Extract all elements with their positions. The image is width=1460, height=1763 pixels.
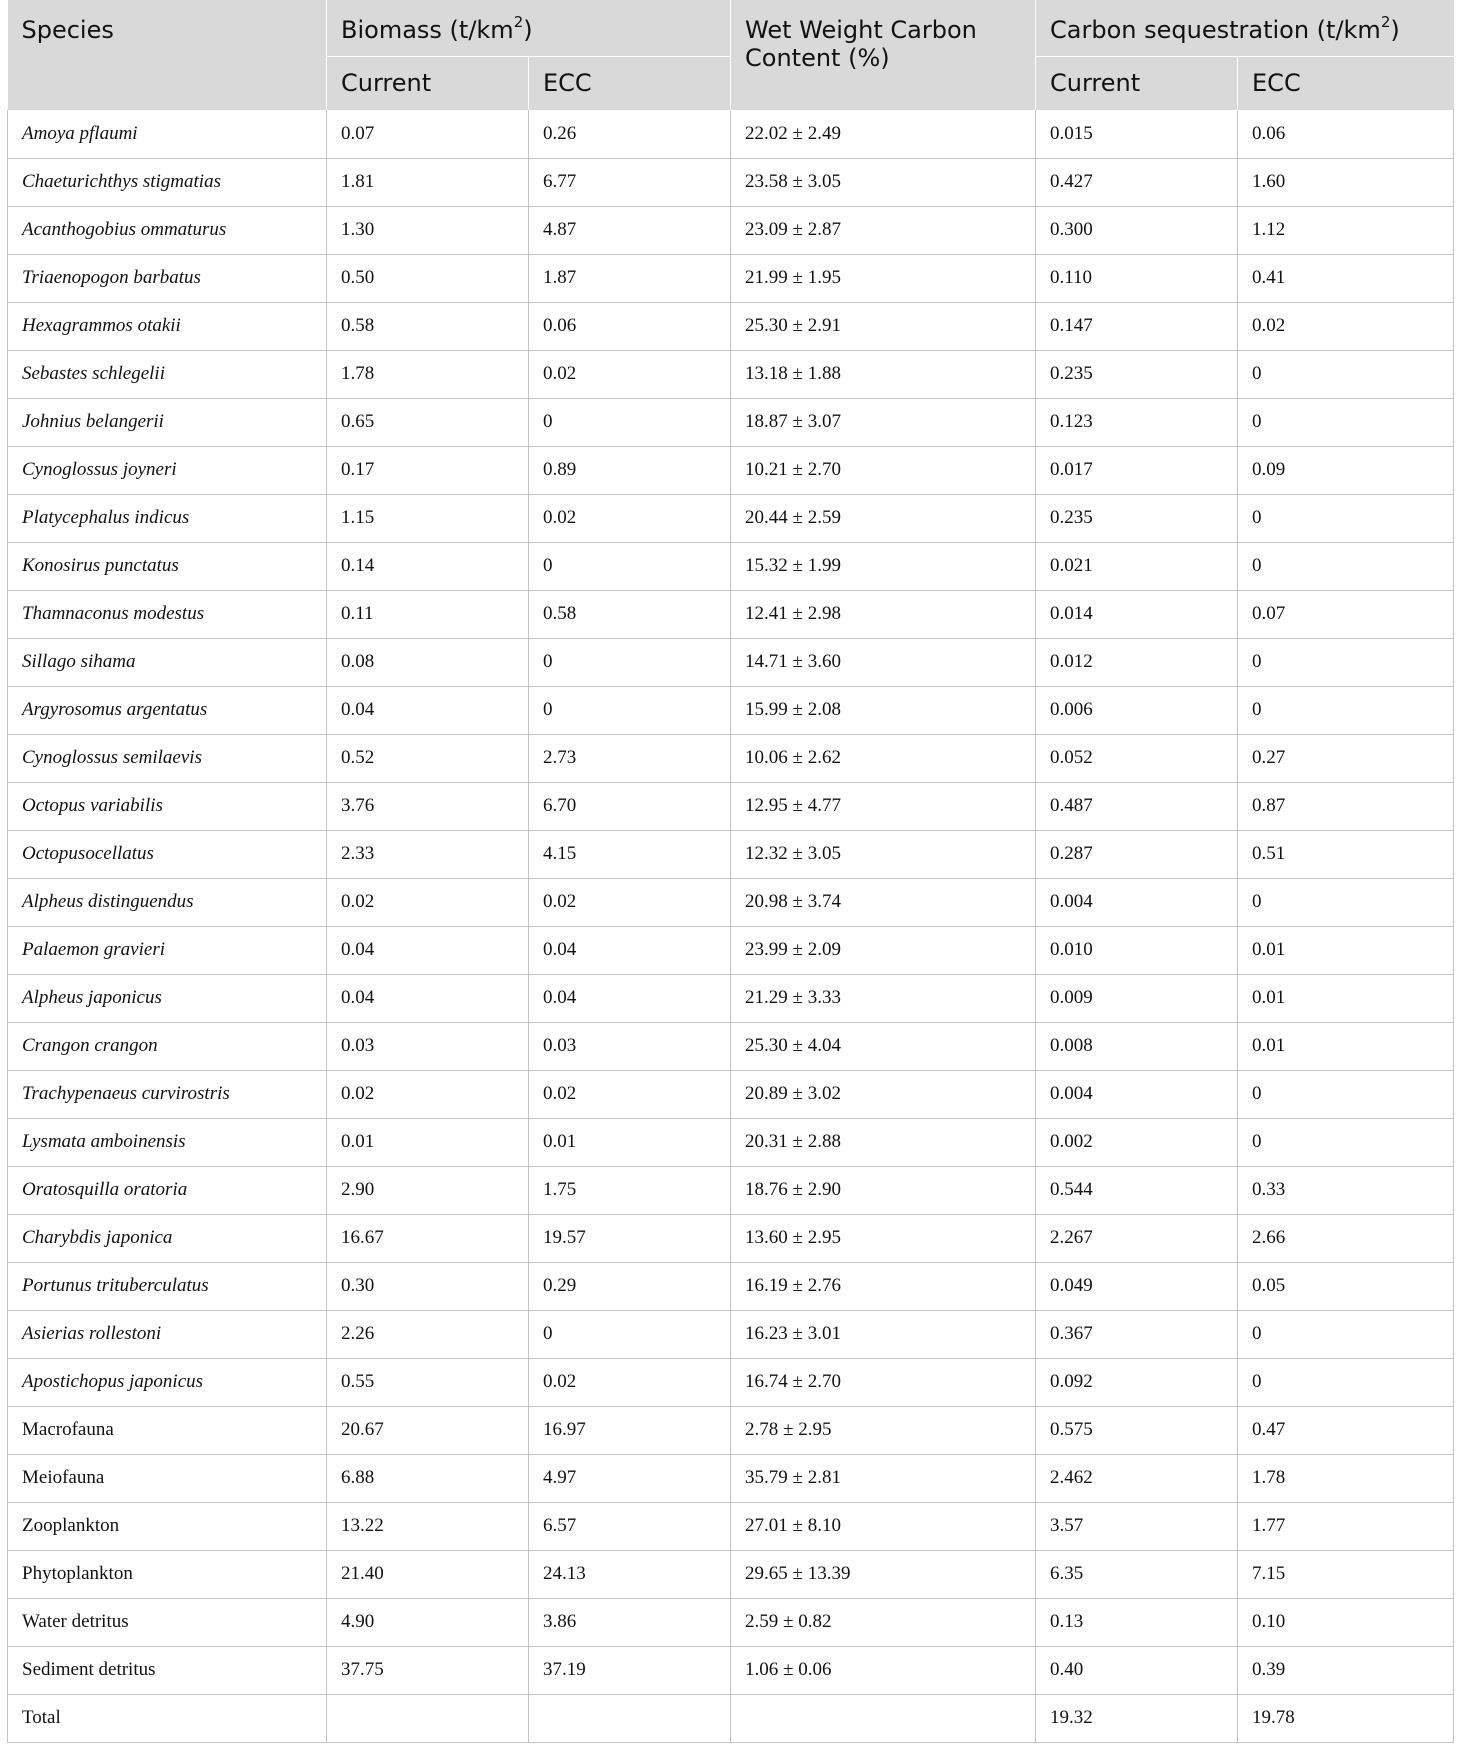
- cell-biomass-current: 37.75: [327, 1646, 529, 1694]
- cell-biomass-current: 0.11: [327, 590, 529, 638]
- cell-wwcc: 12.41 ± 2.98: [731, 590, 1036, 638]
- cell-species: Octopusocellatus: [8, 830, 327, 878]
- cell-carbon-current: 0.544: [1036, 1166, 1238, 1214]
- cell-wwcc: 16.74 ± 2.70: [731, 1358, 1036, 1406]
- cell-biomass-ecc: [529, 1694, 731, 1742]
- cell-carbon-ecc: 0: [1238, 638, 1454, 686]
- header-carbon-sup: 2: [1380, 13, 1391, 31]
- table-row: [8, 782, 1454, 830]
- table-header: [8, 0, 1454, 110]
- cell-carbon-current: 0.487: [1036, 782, 1238, 830]
- cell-carbon-ecc: 0.07: [1238, 590, 1454, 638]
- cell-biomass-ecc: 0.06: [529, 302, 731, 350]
- cell-wwcc: 2.59 ± 0.82: [731, 1598, 1036, 1646]
- table-row: [8, 590, 1454, 638]
- cell-biomass-current: 2.26: [327, 1310, 529, 1358]
- header-biomass-text: Biomass (t/km: [341, 16, 514, 44]
- cell-carbon-ecc: 7.15: [1238, 1550, 1454, 1598]
- cell-wwcc: 12.32 ± 3.05: [731, 830, 1036, 878]
- cell-wwcc: 23.99 ± 2.09: [731, 926, 1036, 974]
- cell-biomass-current: 0.08: [327, 638, 529, 686]
- cell-wwcc: 27.01 ± 8.10: [731, 1502, 1036, 1550]
- data-table-container: [7, 0, 1453, 1743]
- cell-carbon-ecc: 1.12: [1238, 206, 1454, 254]
- cell-wwcc: 20.89 ± 3.02: [731, 1070, 1036, 1118]
- cell-carbon-current: 0.049: [1036, 1262, 1238, 1310]
- cell-biomass-current: [327, 1694, 529, 1742]
- cell-biomass-current: 0.14: [327, 542, 529, 590]
- cell-species: Chaeturichthys stigmatias: [8, 158, 327, 206]
- cell-species: Oratosquilla oratoria: [8, 1166, 327, 1214]
- cell-carbon-ecc: 2.66: [1238, 1214, 1454, 1262]
- cell-carbon-ecc: 19.78: [1238, 1694, 1454, 1742]
- cell-species: Water detritus: [8, 1598, 327, 1646]
- cell-carbon-ecc: 0.01: [1238, 926, 1454, 974]
- cell-wwcc: 18.87 ± 3.07: [731, 398, 1036, 446]
- cell-carbon-current: 0.004: [1036, 1070, 1238, 1118]
- header-wwcc-text: Wet Weight Carbon Content (%): [745, 16, 977, 72]
- cell-carbon-current: 0.427: [1036, 158, 1238, 206]
- header-carbon-text: Carbon sequestration (t/km: [1050, 16, 1381, 44]
- cell-wwcc: 22.02 ± 2.49: [731, 110, 1036, 158]
- cell-biomass-current: 13.22: [327, 1502, 529, 1550]
- cell-biomass-current: 6.88: [327, 1454, 529, 1502]
- cell-wwcc: 12.95 ± 4.77: [731, 782, 1036, 830]
- cell-species: Phytoplankton: [8, 1550, 327, 1598]
- cell-biomass-current: 0.55: [327, 1358, 529, 1406]
- cell-biomass-ecc: 24.13: [529, 1550, 731, 1598]
- table-row: [8, 494, 1454, 542]
- table-row: [8, 1454, 1454, 1502]
- table-row: [8, 1262, 1454, 1310]
- table-row: [8, 254, 1454, 302]
- cell-biomass-ecc: 0.02: [529, 878, 731, 926]
- cell-species: Cynoglossus semilaevis: [8, 734, 327, 782]
- table-row: [8, 1166, 1454, 1214]
- cell-carbon-ecc: 1.78: [1238, 1454, 1454, 1502]
- table-row: [8, 446, 1454, 494]
- cell-biomass-ecc: 0: [529, 638, 731, 686]
- cell-wwcc: 16.19 ± 2.76: [731, 1262, 1036, 1310]
- cell-biomass-current: 4.90: [327, 1598, 529, 1646]
- cell-species: Sediment detritus: [8, 1646, 327, 1694]
- cell-wwcc: 20.31 ± 2.88: [731, 1118, 1036, 1166]
- table-row: [8, 350, 1454, 398]
- cell-biomass-ecc: 2.73: [529, 734, 731, 782]
- cell-species: Macrofauna: [8, 1406, 327, 1454]
- cell-species: Argyrosomus argentatus: [8, 686, 327, 734]
- cell-carbon-ecc: 0.10: [1238, 1598, 1454, 1646]
- cell-carbon-current: 0.010: [1036, 926, 1238, 974]
- cell-biomass-ecc: 0.01: [529, 1118, 731, 1166]
- cell-biomass-ecc: 19.57: [529, 1214, 731, 1262]
- cell-biomass-ecc: 0.02: [529, 1358, 731, 1406]
- cell-species: Triaenopogon barbatus: [8, 254, 327, 302]
- cell-carbon-current: 19.32: [1036, 1694, 1238, 1742]
- cell-carbon-current: 0.123: [1036, 398, 1238, 446]
- cell-biomass-ecc: 0: [529, 686, 731, 734]
- cell-carbon-current: 0.012: [1036, 638, 1238, 686]
- table-row: [8, 734, 1454, 782]
- cell-carbon-ecc: 0.51: [1238, 830, 1454, 878]
- cell-biomass-ecc: 0.29: [529, 1262, 731, 1310]
- cell-wwcc: 18.76 ± 2.90: [731, 1166, 1036, 1214]
- cell-carbon-current: 0.367: [1036, 1310, 1238, 1358]
- table-row: [8, 1214, 1454, 1262]
- cell-biomass-ecc: 0: [529, 1310, 731, 1358]
- cell-carbon-ecc: 0.33: [1238, 1166, 1454, 1214]
- cell-carbon-current: 0.014: [1036, 590, 1238, 638]
- cell-biomass-current: 0.04: [327, 926, 529, 974]
- cell-biomass-current: 16.67: [327, 1214, 529, 1262]
- table-row: [8, 1310, 1454, 1358]
- table-row: [8, 1598, 1454, 1646]
- cell-carbon-current: 0.300: [1036, 206, 1238, 254]
- cell-wwcc: 29.65 ± 13.39: [731, 1550, 1036, 1598]
- cell-species: Amoya pflaumi: [8, 110, 327, 158]
- cell-wwcc: 14.71 ± 3.60: [731, 638, 1036, 686]
- cell-biomass-current: 1.15: [327, 494, 529, 542]
- cell-carbon-ecc: 0.02: [1238, 302, 1454, 350]
- header-row-1: [8, 0, 1454, 56]
- cell-species: Lysmata amboinensis: [8, 1118, 327, 1166]
- cell-carbon-ecc: 0: [1238, 686, 1454, 734]
- cell-biomass-current: 0.01: [327, 1118, 529, 1166]
- cell-biomass-current: 1.30: [327, 206, 529, 254]
- cell-carbon-ecc: 0: [1238, 1358, 1454, 1406]
- cell-wwcc: 23.58 ± 3.05: [731, 158, 1036, 206]
- cell-wwcc: 25.30 ± 2.91: [731, 302, 1036, 350]
- cell-biomass-ecc: 0.03: [529, 1022, 731, 1070]
- cell-carbon-ecc: 0.41: [1238, 254, 1454, 302]
- header-carbon-close: ): [1390, 16, 1400, 44]
- cell-biomass-current: 0.30: [327, 1262, 529, 1310]
- header-wwcc: [731, 0, 1036, 110]
- header-biomass-ecc: ECC: [529, 56, 731, 110]
- cell-carbon-current: 2.462: [1036, 1454, 1238, 1502]
- table-row: [8, 1070, 1454, 1118]
- cell-biomass-ecc: 6.77: [529, 158, 731, 206]
- table-row: [8, 1118, 1454, 1166]
- cell-carbon-current: 0.004: [1036, 878, 1238, 926]
- table-row: [8, 398, 1454, 446]
- cell-carbon-ecc: 0.39: [1238, 1646, 1454, 1694]
- table-row: [8, 686, 1454, 734]
- cell-biomass-current: 20.67: [327, 1406, 529, 1454]
- cell-carbon-current: 0.40: [1036, 1646, 1238, 1694]
- cell-carbon-ecc: 0: [1238, 398, 1454, 446]
- cell-wwcc: 10.06 ± 2.62: [731, 734, 1036, 782]
- table-row: [8, 830, 1454, 878]
- cell-species: Total: [8, 1694, 327, 1742]
- cell-wwcc: 21.29 ± 3.33: [731, 974, 1036, 1022]
- cell-species: Konosirus punctatus: [8, 542, 327, 590]
- cell-carbon-current: 0.009: [1036, 974, 1238, 1022]
- header-biomass-current: Current: [327, 56, 529, 110]
- cell-carbon-current: 0.110: [1036, 254, 1238, 302]
- cell-biomass-ecc: 4.97: [529, 1454, 731, 1502]
- cell-wwcc: 15.99 ± 2.08: [731, 686, 1036, 734]
- cell-biomass-ecc: 3.86: [529, 1598, 731, 1646]
- cell-species: Crangon crangon: [8, 1022, 327, 1070]
- table-row: [8, 638, 1454, 686]
- cell-biomass-ecc: 4.87: [529, 206, 731, 254]
- cell-biomass-ecc: 0.02: [529, 350, 731, 398]
- cell-species: Cynoglossus joyneri: [8, 446, 327, 494]
- cell-biomass-current: 1.78: [327, 350, 529, 398]
- cell-biomass-ecc: 0.02: [529, 1070, 731, 1118]
- table-row: [8, 1358, 1454, 1406]
- cell-species: Palaemon gravieri: [8, 926, 327, 974]
- header-species-text: Species: [21, 16, 114, 44]
- total-row: [8, 1694, 1454, 1742]
- table-row: [8, 158, 1454, 206]
- header-biomass-sup: 2: [513, 13, 524, 31]
- cell-biomass-ecc: 6.57: [529, 1502, 731, 1550]
- cell-carbon-current: 6.35: [1036, 1550, 1238, 1598]
- cell-biomass-current: 1.81: [327, 158, 529, 206]
- cell-biomass-ecc: 6.70: [529, 782, 731, 830]
- cell-wwcc: 21.99 ± 1.95: [731, 254, 1036, 302]
- cell-carbon-current: 0.235: [1036, 350, 1238, 398]
- cell-carbon-current: 0.052: [1036, 734, 1238, 782]
- cell-carbon-ecc: 0: [1238, 350, 1454, 398]
- cell-wwcc: 25.30 ± 4.04: [731, 1022, 1036, 1070]
- cell-species: Zooplankton: [8, 1502, 327, 1550]
- cell-species: Sebastes schlegelii: [8, 350, 327, 398]
- cell-biomass-ecc: 0.26: [529, 110, 731, 158]
- header-carbon-current: Current: [1036, 56, 1238, 110]
- cell-carbon-ecc: 0: [1238, 1310, 1454, 1358]
- cell-carbon-ecc: 1.60: [1238, 158, 1454, 206]
- cell-carbon-current: 0.575: [1036, 1406, 1238, 1454]
- cell-biomass-ecc: 0.04: [529, 926, 731, 974]
- cell-carbon-current: 0.008: [1036, 1022, 1238, 1070]
- cell-carbon-current: 0.002: [1036, 1118, 1238, 1166]
- cell-species: Meiofauna: [8, 1454, 327, 1502]
- header-species: [8, 0, 327, 110]
- cell-carbon-ecc: 0: [1238, 1118, 1454, 1166]
- cell-carbon-current: 0.092: [1036, 1358, 1238, 1406]
- carbon-sequestration-table: [7, 0, 1454, 1743]
- cell-wwcc: [731, 1694, 1036, 1742]
- cell-biomass-current: 0.02: [327, 878, 529, 926]
- table-row: [8, 926, 1454, 974]
- table-row: [8, 974, 1454, 1022]
- cell-biomass-ecc: 0: [529, 542, 731, 590]
- cell-carbon-current: 0.235: [1036, 494, 1238, 542]
- cell-biomass-current: 0.07: [327, 110, 529, 158]
- table-row: [8, 206, 1454, 254]
- cell-biomass-current: 0.65: [327, 398, 529, 446]
- cell-species: Charybdis japonica: [8, 1214, 327, 1262]
- cell-species: Acanthogobius ommaturus: [8, 206, 327, 254]
- cell-wwcc: 20.44 ± 2.59: [731, 494, 1036, 542]
- cell-biomass-ecc: 37.19: [529, 1646, 731, 1694]
- cell-biomass-current: 0.04: [327, 686, 529, 734]
- header-carbon-ecc: ECC: [1238, 56, 1454, 110]
- cell-wwcc: 15.32 ± 1.99: [731, 542, 1036, 590]
- cell-biomass-ecc: 1.75: [529, 1166, 731, 1214]
- cell-biomass-current: 0.58: [327, 302, 529, 350]
- table-row: [8, 110, 1454, 158]
- cell-carbon-ecc: 0.47: [1238, 1406, 1454, 1454]
- cell-carbon-ecc: 0.06: [1238, 110, 1454, 158]
- cell-biomass-ecc: 0: [529, 398, 731, 446]
- cell-biomass-current: 2.33: [327, 830, 529, 878]
- cell-biomass-current: 3.76: [327, 782, 529, 830]
- cell-species: Alpheus japonicus: [8, 974, 327, 1022]
- table-row: [8, 542, 1454, 590]
- cell-biomass-ecc: 4.15: [529, 830, 731, 878]
- cell-species: Portunus trituberculatus: [8, 1262, 327, 1310]
- cell-carbon-ecc: 0.27: [1238, 734, 1454, 782]
- cell-wwcc: 1.06 ± 0.06: [731, 1646, 1036, 1694]
- cell-biomass-ecc: 16.97: [529, 1406, 731, 1454]
- cell-carbon-current: 0.147: [1036, 302, 1238, 350]
- table-row: [8, 302, 1454, 350]
- cell-species: Apostichopus japonicus: [8, 1358, 327, 1406]
- cell-biomass-current: 0.17: [327, 446, 529, 494]
- cell-wwcc: 23.09 ± 2.87: [731, 206, 1036, 254]
- cell-species: Johnius belangerii: [8, 398, 327, 446]
- cell-species: Thamnaconus modestus: [8, 590, 327, 638]
- cell-carbon-current: 0.017: [1036, 446, 1238, 494]
- cell-carbon-current: 0.021: [1036, 542, 1238, 590]
- cell-wwcc: 13.60 ± 2.95: [731, 1214, 1036, 1262]
- header-biomass: [327, 0, 731, 56]
- cell-biomass-current: 0.02: [327, 1070, 529, 1118]
- cell-wwcc: 16.23 ± 3.01: [731, 1310, 1036, 1358]
- cell-species: Trachypenaeus curvirostris: [8, 1070, 327, 1118]
- cell-wwcc: 2.78 ± 2.95: [731, 1406, 1036, 1454]
- cell-carbon-current: 0.13: [1036, 1598, 1238, 1646]
- cell-biomass-current: 0.04: [327, 974, 529, 1022]
- cell-carbon-ecc: 0.09: [1238, 446, 1454, 494]
- cell-carbon-ecc: 0: [1238, 1070, 1454, 1118]
- cell-species: Sillago sihama: [8, 638, 327, 686]
- cell-carbon-ecc: 1.77: [1238, 1502, 1454, 1550]
- table-row: [8, 1022, 1454, 1070]
- cell-carbon-ecc: 0: [1238, 494, 1454, 542]
- cell-biomass-ecc: 0.58: [529, 590, 731, 638]
- header-carbon: [1036, 0, 1454, 56]
- cell-biomass-ecc: 0.04: [529, 974, 731, 1022]
- cell-species: Platycephalus indicus: [8, 494, 327, 542]
- cell-species: Asierias rollestoni: [8, 1310, 327, 1358]
- table-row: [8, 1550, 1454, 1598]
- cell-species: Octopus variabilis: [8, 782, 327, 830]
- cell-carbon-ecc: 0.87: [1238, 782, 1454, 830]
- cell-carbon-ecc: 0: [1238, 878, 1454, 926]
- cell-species: Hexagrammos otakii: [8, 302, 327, 350]
- cell-carbon-current: 0.015: [1036, 110, 1238, 158]
- cell-carbon-current: 3.57: [1036, 1502, 1238, 1550]
- cell-wwcc: 35.79 ± 2.81: [731, 1454, 1036, 1502]
- cell-carbon-current: 2.267: [1036, 1214, 1238, 1262]
- cell-carbon-current: 0.287: [1036, 830, 1238, 878]
- cell-carbon-ecc: 0.01: [1238, 974, 1454, 1022]
- cell-carbon-ecc: 0.05: [1238, 1262, 1454, 1310]
- cell-biomass-ecc: 0.02: [529, 494, 731, 542]
- table-row: [8, 1646, 1454, 1694]
- cell-carbon-ecc: 0: [1238, 542, 1454, 590]
- cell-biomass-current: 2.90: [327, 1166, 529, 1214]
- cell-biomass-current: 0.52: [327, 734, 529, 782]
- cell-carbon-ecc: 0.01: [1238, 1022, 1454, 1070]
- cell-carbon-current: 0.006: [1036, 686, 1238, 734]
- table-body: [8, 110, 1454, 1742]
- cell-biomass-current: 0.03: [327, 1022, 529, 1070]
- table-row: [8, 1406, 1454, 1454]
- table-row: [8, 1502, 1454, 1550]
- cell-wwcc: 10.21 ± 2.70: [731, 446, 1036, 494]
- cell-wwcc: 20.98 ± 3.74: [731, 878, 1036, 926]
- header-biomass-close: ): [523, 16, 533, 44]
- cell-biomass-current: 0.50: [327, 254, 529, 302]
- cell-biomass-ecc: 0.89: [529, 446, 731, 494]
- cell-species: Alpheus distinguendus: [8, 878, 327, 926]
- cell-biomass-ecc: 1.87: [529, 254, 731, 302]
- cell-wwcc: 13.18 ± 1.88: [731, 350, 1036, 398]
- cell-biomass-current: 21.40: [327, 1550, 529, 1598]
- table-row: [8, 878, 1454, 926]
